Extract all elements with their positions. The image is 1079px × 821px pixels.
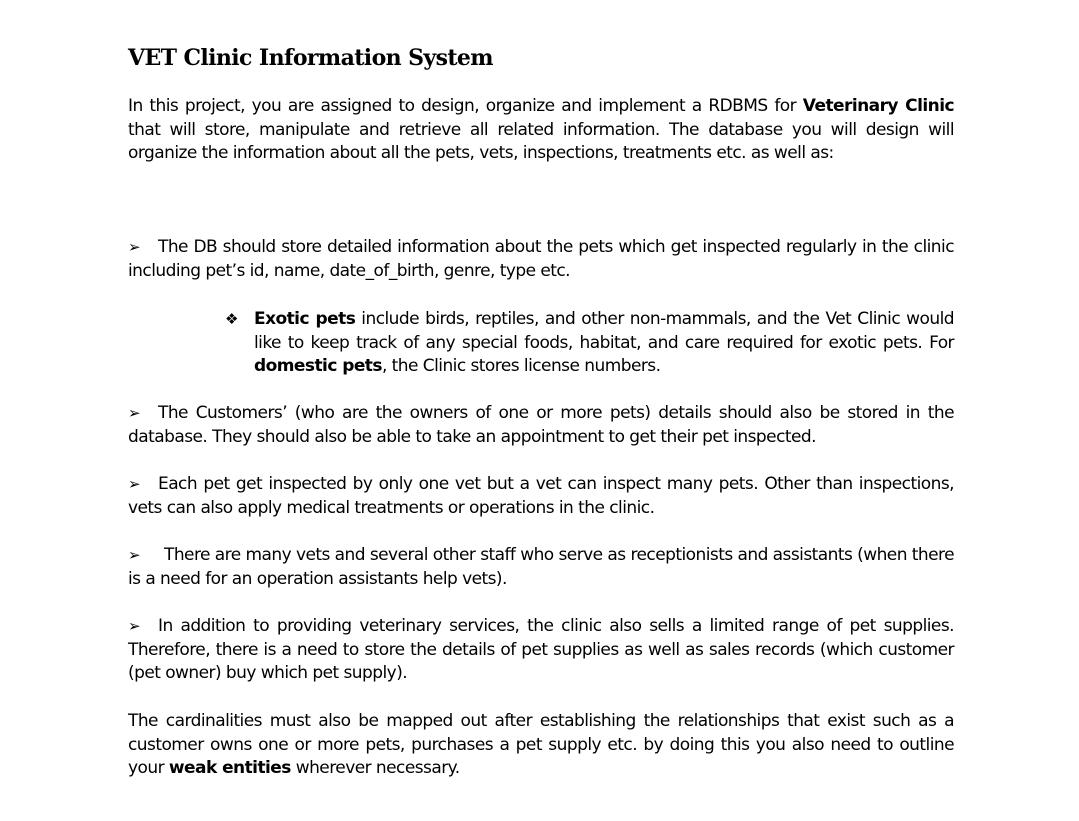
exotic-text-1: include birds, reptiles, and other non-mammals, and the Vet Clinic would like to keep track of any special foods, habitat, and care required for exotic pets. For — [254, 309, 954, 353]
domestic-pets-bold: domestic pets — [254, 356, 382, 376]
document-title: VET Clinic Information System — [128, 45, 493, 71]
diamond-bullet-icon: ❖ — [225, 310, 239, 328]
arrow-bullet-icon: ➢ — [128, 404, 141, 422]
bullet-staff — [128, 544, 954, 591]
closing-text-2: wherever necessary. — [290, 758, 460, 778]
intro-text-2: that will store, manipulate and retrieve all related information. The database you will design will organize the information about all the pets, vets, inspections, treatments etc. as well as: — [128, 119, 954, 163]
bullet-staff-text: There are many vets and several other staff who serve as receptionists and assistants (when there is a need for an operation assistants help vets). — [128, 545, 955, 589]
intro-paragraph — [128, 95, 954, 166]
weak-entities-bold: weak entities — [168, 758, 291, 778]
bullet-supplies-text: In addition to providing veterinary services, the clinic also sells a limited range of pet supplies. Therefore, there is a need to store the details of pet supplies as well as sales records (which customer (pet owner) buy which pet supply). — [128, 616, 954, 683]
intro-bold-veterinary-clinic: Veterinary Clinic — [802, 96, 955, 116]
bullet-pets — [128, 236, 954, 283]
arrow-bullet-icon: ➢ — [128, 617, 141, 635]
sub-bullet-exotic-text — [254, 308, 954, 379]
exotic-pets-bold: Exotic pets — [254, 309, 356, 329]
exotic-text-2: , the Clinic stores license numbers. — [381, 356, 661, 376]
bullet-supplies — [128, 615, 954, 686]
arrow-bullet-icon: ➢ — [128, 238, 141, 256]
intro-text-1: In this project, you are assigned to design, organize and implement a RDBMS for — [128, 96, 803, 116]
closing-paragraph — [128, 710, 954, 781]
closing-text-1: The cardinalities must also be mapped out after establishing the relationships that exist such as a customer owns one or more pets, purchases a pet supply etc. by doing this you also need to outline your — [128, 711, 954, 778]
bullet-customers-text: The Customers’ (who are the owners of one or more pets) details should also be stored in the database. They should also be able to take an appointment to get their pet inspected. — [128, 403, 954, 447]
bullet-customers — [128, 402, 954, 449]
bullet-inspections-text: Each pet get inspected by only one vet but a vet can inspect many pets. Other than inspections, vets can also apply medical treatments or operations in the clinic. — [128, 474, 954, 518]
bullet-pets-text: The DB should store detailed information about the pets which get inspected regularly in the clinic including pet’s id, name, date_of_birth, genre, type etc. — [128, 237, 954, 281]
bullet-inspections — [128, 473, 954, 520]
arrow-bullet-icon: ➢ — [128, 546, 141, 564]
arrow-bullet-icon: ➢ — [128, 475, 141, 493]
